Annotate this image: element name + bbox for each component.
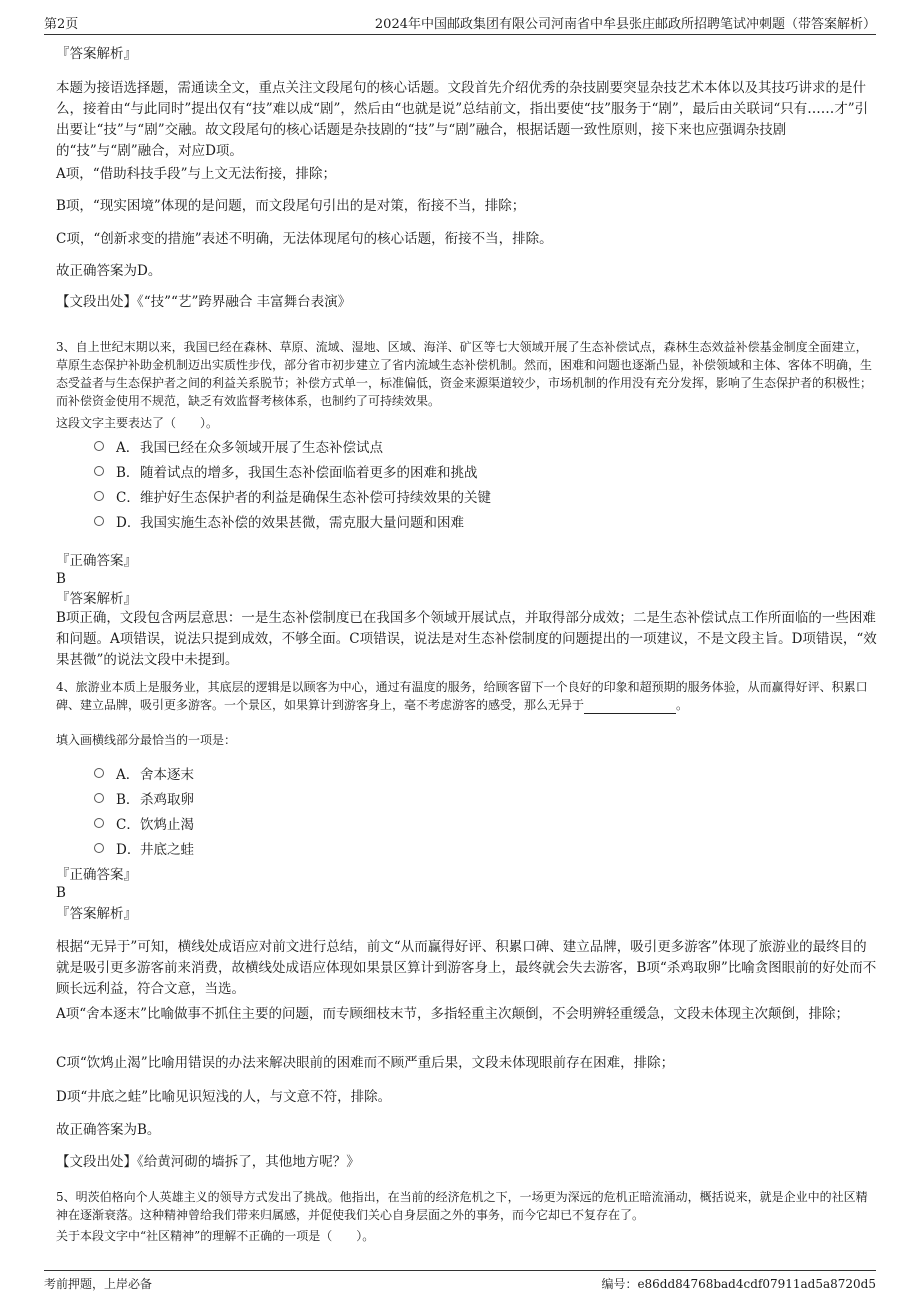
option-letter: D． — [116, 842, 141, 858]
option-text: 井底之蛙 — [140, 842, 194, 858]
q4-source: 【文段出处】《给黄河砌的墙拆了，其他地方呢？》 — [56, 1154, 360, 1170]
q5-question: 关于本段文字中“社区精神”的理解不正确的一项是（ ）。 — [56, 1229, 375, 1243]
q4-answer-title: 『正确答案』 — [56, 867, 137, 883]
option-text: 舍本逐末 — [140, 767, 194, 783]
q3-analysis-title: 『答案解析』 — [56, 591, 137, 607]
q3-option-b[interactable] — [94, 461, 478, 481]
radio-icon[interactable] — [94, 516, 104, 526]
q3-stem: 3、自上世纪末期以来，我国已经在森林、草原、流域、湿地、区域、海洋、矿区等七大领域开展了生态补偿试点，森林生态效益补偿基金制度全面建立，草原生态保护补助金机制迈出实质性步伐，部分省市初步建立了省内流域生态补偿机制。然而，困难和问题也逐渐凸显，补偿领域和主体、客体不明确，生态受益者与生态保护者之间的利益关系脱节；补偿方式单一，标准偏低，资金来源渠道较少，市场机制的作用没有充分发挥，影响了生态保护者的积极性；而补偿资金使用不规范，缺乏有效监督考核体系，也制约了可持续效果。 — [56, 340, 873, 408]
q3-option-d[interactable] — [94, 511, 464, 531]
q4-conclusion: 故正确答案为B。 — [56, 1122, 161, 1138]
option-text: 饮鸩止渴 — [140, 817, 194, 833]
page-number: 第2页 — [44, 17, 79, 32]
q4-option-d-note: D项“井底之蛙”比喻见识短浅的人，与文意不符，排除。 — [56, 1089, 392, 1105]
q2-analysis-title: 『答案解析』 — [56, 46, 137, 62]
q3-answer: B — [56, 571, 66, 587]
q4-option-d[interactable] — [94, 838, 194, 858]
option-letter: A． — [116, 440, 140, 456]
q4-option-c[interactable] — [94, 813, 194, 833]
q4-analysis-text: 根据“无异于”可知，横线处成语应对前文进行总结，前文“从而赢得好评、积累口碑、建立品牌，吸引更多游客”体现了旅游业的最终目的就是吸引更多游客前来消费，故横线处成语应体现如果景区算计到游客身上，最终就会失去游客，B项“杀鸡取卵”比喻贪图眼前的好处而不顾长远利益，符合文意，当选。 — [56, 939, 877, 997]
q3-option-a[interactable] — [94, 436, 383, 456]
q4-analysis-title: 『答案解析』 — [56, 906, 137, 922]
option-letter: B． — [116, 792, 140, 808]
q3-answer-title: 『正确答案』 — [56, 553, 137, 569]
q4-stem-text: 4、旅游业本质上是服务业，其底层的逻辑是以顾客为中心，通过有温度的服务，给顾客留下一个良好的印象和超预期的服务体验，从而赢得好评、积累口碑、建立品牌，吸引更多游客。一个景区，如果算计到游客身上，毫不考虑游客的感受，那么无异于 — [56, 680, 868, 712]
q4-option-b[interactable] — [94, 788, 194, 808]
radio-icon[interactable] — [94, 818, 104, 828]
footer-slogan: 考前押题，上岸必备 — [44, 1276, 153, 1291]
option-text: 我国实施生态补偿的效果甚微，需克服大量问题和困难 — [140, 515, 464, 531]
option-text: 我国已经在众多领域开展了生态补偿试点 — [140, 440, 383, 456]
q2-analysis-text: 本题为接语选择题，需通读全文，重点关注文段尾句的核心话题。文段首先介绍优秀的杂技剧要突显杂技艺术本体以及其技巧讲求的是什么，接着由“与此同时”提出仅有“技”难以成“剧”，然后由“也就是说”总结前文，指出要使“技”服务于“剧”，最后由关联词“只有……才”引出要让“技”与“剧”交融。故文段尾句的核心话题是杂技剧的“技”与“剧”融合，根据话题一致性原则，接下来也应强调杂技剧的“技”与“剧”融合，对应D项。 — [56, 80, 869, 159]
option-letter: A． — [116, 767, 140, 783]
q4-option-c-note: C项“饮鸩止渴”比喻用错误的办法来解决眼前的困难而不顾严重后果，文段未体现眼前存在困难，排除； — [56, 1055, 675, 1071]
q2-source: 【文段出处】《“技”“艺”跨界融合 丰富舞台表演》 — [56, 294, 352, 310]
q2-option-a-note: A项，“借助科技手段”与上文无法衔接，排除； — [56, 166, 337, 182]
q2-option-c-note: C项，“创新求变的措施”表述不明确，无法体现尾句的核心话题，衔接不当，排除。 — [56, 231, 553, 247]
option-letter: D． — [116, 515, 141, 531]
radio-icon[interactable] — [94, 441, 104, 451]
page-footer — [44, 1270, 876, 1293]
radio-icon[interactable] — [94, 491, 104, 501]
option-text: 杀鸡取卵 — [140, 792, 194, 808]
q3-option-c[interactable] — [94, 486, 491, 506]
q3-analysis-text: B项正确，文段包含两层意思：一是生态补偿制度已在我国多个领域开展试点，并取得部分成效；二是生态补偿试点工作所面临的一些困难和问题。A项错误，说法只提到成效，不够全面。C项错误，说法是对生态补偿制度的问题提出的一项建议，不是文段主旨。D项错误，“效果甚微”的说法文段中未提到。 — [56, 610, 877, 668]
footer-doc-id: 编号：e86dd84768bad4cdf07911ad5a8720d5 — [601, 1276, 876, 1291]
page-header — [44, 12, 876, 35]
radio-icon[interactable] — [94, 793, 104, 803]
q2-conclusion: 故正确答案为D。 — [56, 263, 162, 279]
radio-icon[interactable] — [94, 466, 104, 476]
q3-question: 这段文字主要表达了（ ）。 — [56, 416, 219, 430]
document-title: 2024年中国邮政集团有限公司河南省中牟县张庄邮政所招聘笔试冲刺题（带答案解析） — [374, 17, 876, 32]
option-letter: B． — [116, 465, 140, 481]
radio-icon[interactable] — [94, 843, 104, 853]
q5-stem: 5、明茨伯格向个人英雄主义的领导方式发出了挑战。他指出，在当前的经济危机之下，一场更为深远的危机正暗流涌动，概括说来，就是企业中的社区精神在逐渐衰落。这种精神曾给我们带来归属感，并促使我们关心自身层面之外的事务，而今它却已不复存在了。 — [56, 1190, 868, 1222]
option-letter: C． — [116, 817, 140, 833]
option-text: 随着试点的增多，我国生态补偿面临着更多的困难和挑战 — [140, 465, 478, 481]
q4-stem — [56, 678, 878, 714]
q4-question: 填入画横线部分最恰当的一项是： — [56, 733, 237, 747]
option-text: 维护好生态保护者的利益是确保生态补偿可持续效果的关键 — [140, 490, 491, 506]
q4-answer: B — [56, 885, 66, 901]
q4-stem-end: 。 — [676, 698, 689, 712]
q4-option-a[interactable] — [94, 763, 194, 783]
q2-option-b-note: B项，“现实困境”体现的是问题，而文段尾句引出的是对策，衔接不当，排除； — [56, 198, 526, 214]
option-letter: C． — [116, 490, 140, 506]
q4-fill-blank — [584, 701, 676, 714]
q4-option-a-note: A项“舍本逐末”比喻做事不抓住主要的问题，而专顾细枝末节，多指轻重主次颠倒，不会明辨轻重缓急，文段未体现主次颠倒，排除； — [56, 1006, 850, 1022]
radio-icon[interactable] — [94, 768, 104, 778]
